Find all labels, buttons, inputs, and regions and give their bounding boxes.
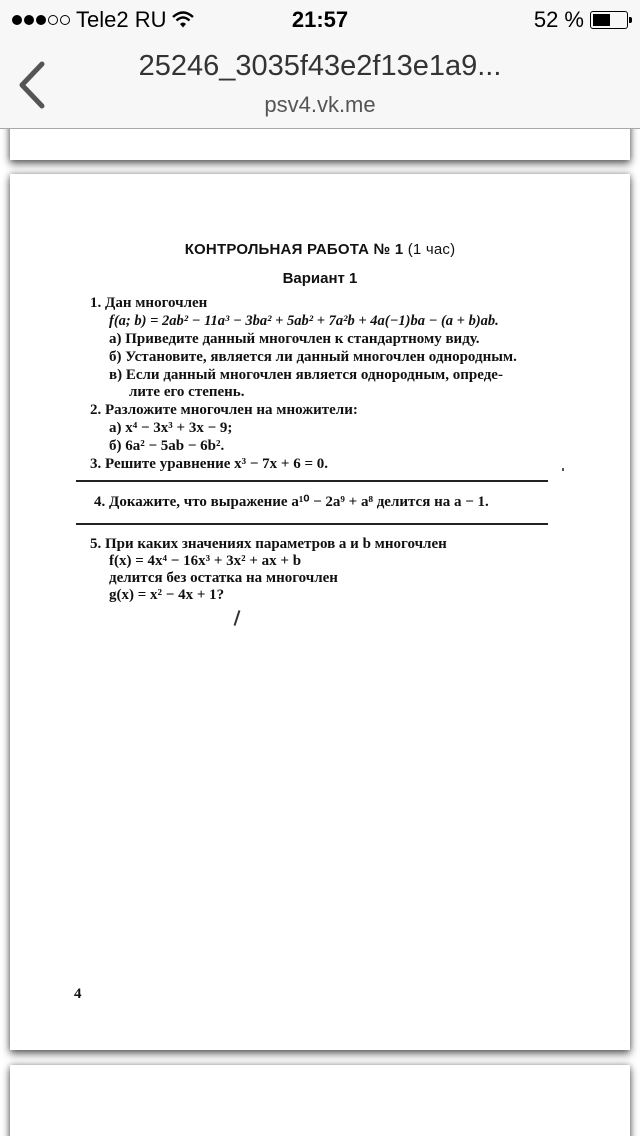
task-2-a: а) x⁴ − 3x³ + 3x − 9; bbox=[109, 420, 233, 436]
task-1-intro: 1. Дан многочлен bbox=[90, 295, 208, 311]
document-domain: psv4.vk.me bbox=[264, 92, 376, 117]
next-page bbox=[10, 1065, 630, 1136]
navigation-bar bbox=[0, 40, 640, 129]
task-5-intro: 5. При каких значениях параметров a и b многочлен bbox=[90, 536, 447, 552]
scan-speck bbox=[562, 468, 564, 471]
document-viewer[interactable] bbox=[0, 129, 640, 1136]
task-4: 4. Докажите, что выражение a¹⁰ − 2a⁹ + a⁸ делится на a − 1. bbox=[94, 494, 489, 510]
battery-percent: 52 % bbox=[533, 7, 584, 32]
task-5-g: g(x) = x² − 4x + 1? bbox=[109, 587, 225, 603]
status-right bbox=[534, 7, 628, 33]
task-5-middle: делится без остатка на многочлен bbox=[109, 570, 338, 586]
current-page bbox=[10, 174, 630, 1050]
pen-mark bbox=[234, 610, 241, 626]
variant-heading: Вариант 1 bbox=[282, 270, 358, 287]
clock: 21:57 bbox=[291, 7, 349, 32]
divider-bottom bbox=[76, 523, 548, 525]
task-5-f: f(x) = 4x⁴ − 16x³ + 3x² + ax + b bbox=[109, 553, 302, 569]
heading-note: (1 час) bbox=[407, 241, 456, 258]
carrier-name: Tele2 RU bbox=[76, 7, 167, 32]
status-bar bbox=[0, 0, 640, 40]
task-1-c-line1: в) Если данный многочлен является однородным, опреде- bbox=[109, 367, 503, 383]
task-1-b: б) Установите, является ли данный многочлен однородным. bbox=[109, 349, 517, 365]
divider-top bbox=[76, 480, 548, 482]
task-2-b: б) 6a² − 5ab − 6b². bbox=[109, 438, 225, 454]
previous-page bbox=[10, 129, 630, 160]
task-1-formula: f(a; b) = 2ab² − 11a³ − 3ba² + 5ab² + 7a²b + 4a(−1)ba − (a + b)ab. bbox=[109, 313, 499, 329]
page-number: 4 bbox=[74, 986, 82, 1002]
heading-text: КОНТРОЛЬНАЯ РАБОТА № 1 bbox=[184, 241, 404, 258]
task-2-intro: 2. Разложите многочлен на множители: bbox=[90, 402, 358, 418]
task-1-c-line2: лите его степень. bbox=[129, 384, 245, 400]
document-title: 25246_3035f43e2f13e1a9... bbox=[138, 50, 502, 82]
task-3: 3. Решите уравнение x³ − 7x + 6 = 0. bbox=[90, 456, 329, 472]
battery-icon bbox=[590, 11, 628, 29]
test-heading bbox=[10, 241, 630, 258]
task-1-a: а) Приведите данный многочлен к стандартному виду. bbox=[109, 331, 480, 347]
